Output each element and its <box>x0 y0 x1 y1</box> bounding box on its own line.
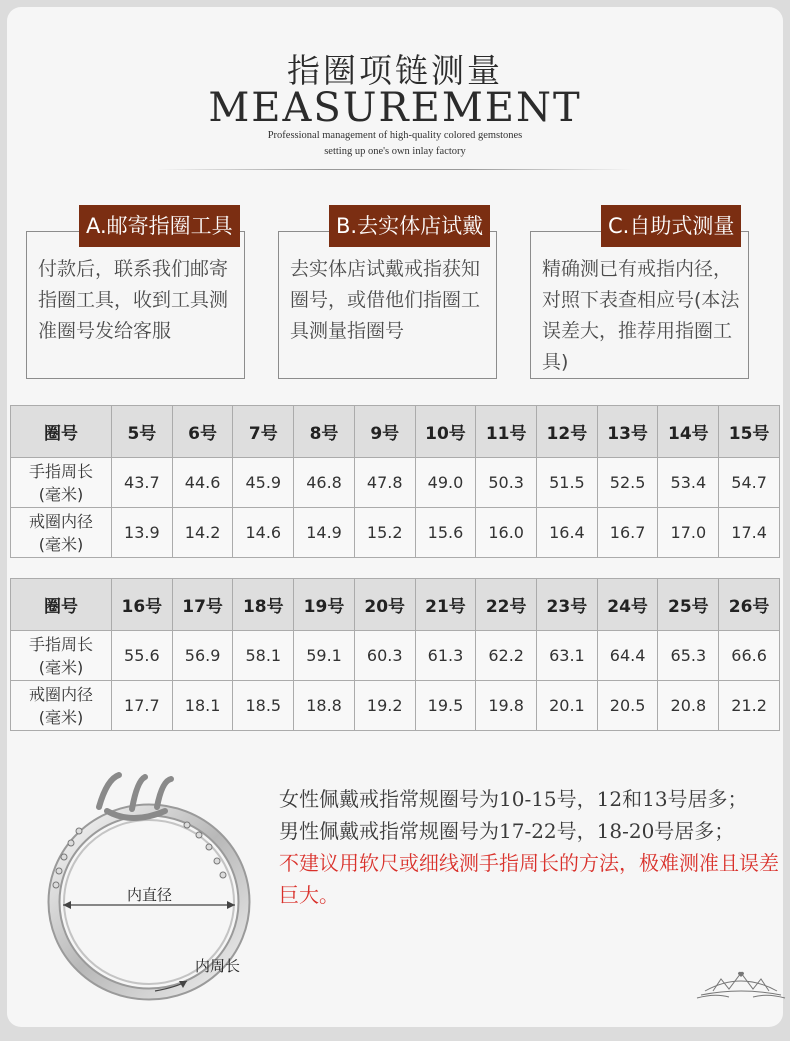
page-title-en: MEASUREMENT <box>208 85 582 131</box>
circumference-cell: 60.3 <box>354 631 415 681</box>
size-cell: 16号 <box>112 579 173 631</box>
subtitle-line-2: setting up one's own inlay factory <box>324 146 466 157</box>
size-cell: 23号 <box>537 579 598 631</box>
method-c-text: 精确测已有戒指内径，对照下表查相应号(本法误差大，推荐用指圈工具) <box>542 258 740 373</box>
size-cell: 21号 <box>415 579 476 631</box>
note-female: 女性佩戴戒指常规圈号为10-15号，12和13号居多； <box>279 787 748 811</box>
diameter-cell: 16.4 <box>537 508 598 558</box>
size-cell: 7号 <box>233 406 294 458</box>
method-box-a <box>26 231 245 379</box>
circumference-cell: 47.8 <box>354 458 415 508</box>
circumference-cell: 59.1 <box>294 631 355 681</box>
circumference-cell: 46.8 <box>294 458 355 508</box>
diameter-cell: 18.1 <box>172 681 233 731</box>
circumference-cell: 50.3 <box>476 458 537 508</box>
diameter-cell: 20.5 <box>597 681 658 731</box>
diameter-cell: 15.6 <box>415 508 476 558</box>
diameter-cell: 16.0 <box>476 508 537 558</box>
size-cell: 20号 <box>354 579 415 631</box>
table-row-size <box>11 406 780 458</box>
table-row-diameter <box>11 681 780 731</box>
header-divider <box>157 169 633 170</box>
size-cell: 18号 <box>233 579 294 631</box>
subtitle-line-1: Professional management of high-quality colored gemstones <box>267 130 523 141</box>
diameter-cell: 18.8 <box>294 681 355 731</box>
diameter-cell: 16.7 <box>597 508 658 558</box>
circumference-cell: 62.2 <box>476 631 537 681</box>
circumference-cell: 55.6 <box>112 631 173 681</box>
circumference-cell: 56.9 <box>172 631 233 681</box>
size-cell: 19号 <box>294 579 355 631</box>
size-cell: 12号 <box>537 406 598 458</box>
row-label-diameter: 戒圈内径 (毫米) <box>11 681 112 731</box>
inner-diameter-label: 内直径 <box>127 886 173 904</box>
size-cell: 14号 <box>658 406 719 458</box>
circumference-cell: 63.1 <box>537 631 598 681</box>
size-cell: 22号 <box>476 579 537 631</box>
diameter-cell: 14.6 <box>233 508 294 558</box>
table-row-circumference <box>11 631 780 681</box>
size-cell: 13号 <box>597 406 658 458</box>
circumference-cell: 58.1 <box>233 631 294 681</box>
table-row-diameter <box>11 508 780 558</box>
circumference-cell: 61.3 <box>415 631 476 681</box>
circumference-cell: 45.9 <box>233 458 294 508</box>
method-a-text: 付款后，联系我们邮寄指圈工具，收到工具测准圈号发给客服 <box>38 258 229 342</box>
note-warning: 不建议用软尺或细线测手指周长的方法，极难测准且误差巨大。 <box>279 851 779 907</box>
notes <box>279 783 779 911</box>
diameter-cell: 19.5 <box>415 681 476 731</box>
diameter-cell: 19.8 <box>476 681 537 731</box>
note-male: 男性佩戴戒指常规圈号为17-22号，18-20号居多； <box>279 819 735 843</box>
ring-diagram <box>37 767 262 1007</box>
table-row-size <box>11 579 780 631</box>
size-table-2 <box>10 578 780 731</box>
size-cell: 9号 <box>354 406 415 458</box>
circumference-cell: 53.4 <box>658 458 719 508</box>
size-cell: 11号 <box>476 406 537 458</box>
diameter-cell: 18.5 <box>233 681 294 731</box>
diameter-cell: 19.2 <box>354 681 415 731</box>
size-cell: 24号 <box>597 579 658 631</box>
circumference-cell: 52.5 <box>597 458 658 508</box>
method-box-c <box>530 231 749 379</box>
table-row-circumference <box>11 458 780 508</box>
diameter-cell: 15.2 <box>354 508 415 558</box>
size-table-1 <box>10 405 780 558</box>
method-c-label: C.自助式测量 <box>601 205 741 247</box>
row-label-diameter: 戒圈内径 (毫米) <box>11 508 112 558</box>
circumference-cell: 66.6 <box>719 631 780 681</box>
row-label-circumference: 手指周长 (毫米) <box>11 458 112 508</box>
diameter-cell: 17.4 <box>719 508 780 558</box>
size-cell: 10号 <box>415 406 476 458</box>
diameter-cell: 14.9 <box>294 508 355 558</box>
circumference-cell: 49.0 <box>415 458 476 508</box>
size-cell: 17号 <box>172 579 233 631</box>
row-label-size: 圈号 <box>11 406 112 458</box>
size-cell: 8号 <box>294 406 355 458</box>
method-a-label: A.邮寄指圈工具 <box>79 205 240 247</box>
diameter-cell: 14.2 <box>172 508 233 558</box>
method-b-label: B.去实体店试戴 <box>329 205 490 247</box>
circumference-cell: 54.7 <box>719 458 780 508</box>
diameter-cell: 17.0 <box>658 508 719 558</box>
diameter-cell: 17.7 <box>112 681 173 731</box>
size-cell: 5号 <box>112 406 173 458</box>
method-box-b <box>278 231 497 379</box>
size-cell: 26号 <box>719 579 780 631</box>
diameter-cell: 20.8 <box>658 681 719 731</box>
circumference-cell: 51.5 <box>537 458 598 508</box>
circumference-cell: 65.3 <box>658 631 719 681</box>
size-cell: 25号 <box>658 579 719 631</box>
size-cell: 15号 <box>719 406 780 458</box>
crown-ornament <box>695 967 787 1001</box>
circumference-cell: 43.7 <box>112 458 173 508</box>
diameter-cell: 13.9 <box>112 508 173 558</box>
row-label-size: 圈号 <box>11 579 112 631</box>
circumference-cell: 64.4 <box>597 631 658 681</box>
circumference-cell: 44.6 <box>172 458 233 508</box>
method-b-text: 去实体店试戴戒指获知圈号，或借他们指圈工具测量指圈号 <box>290 258 481 342</box>
size-cell: 6号 <box>172 406 233 458</box>
diameter-cell: 21.2 <box>719 681 780 731</box>
page-title-cn: 指圈项链测量 <box>287 51 503 90</box>
page <box>7 7 783 1027</box>
diameter-cell: 20.1 <box>537 681 598 731</box>
inner-circumference-label: 内周长 <box>195 957 241 975</box>
row-label-circumference: 手指周长 (毫米) <box>11 631 112 681</box>
